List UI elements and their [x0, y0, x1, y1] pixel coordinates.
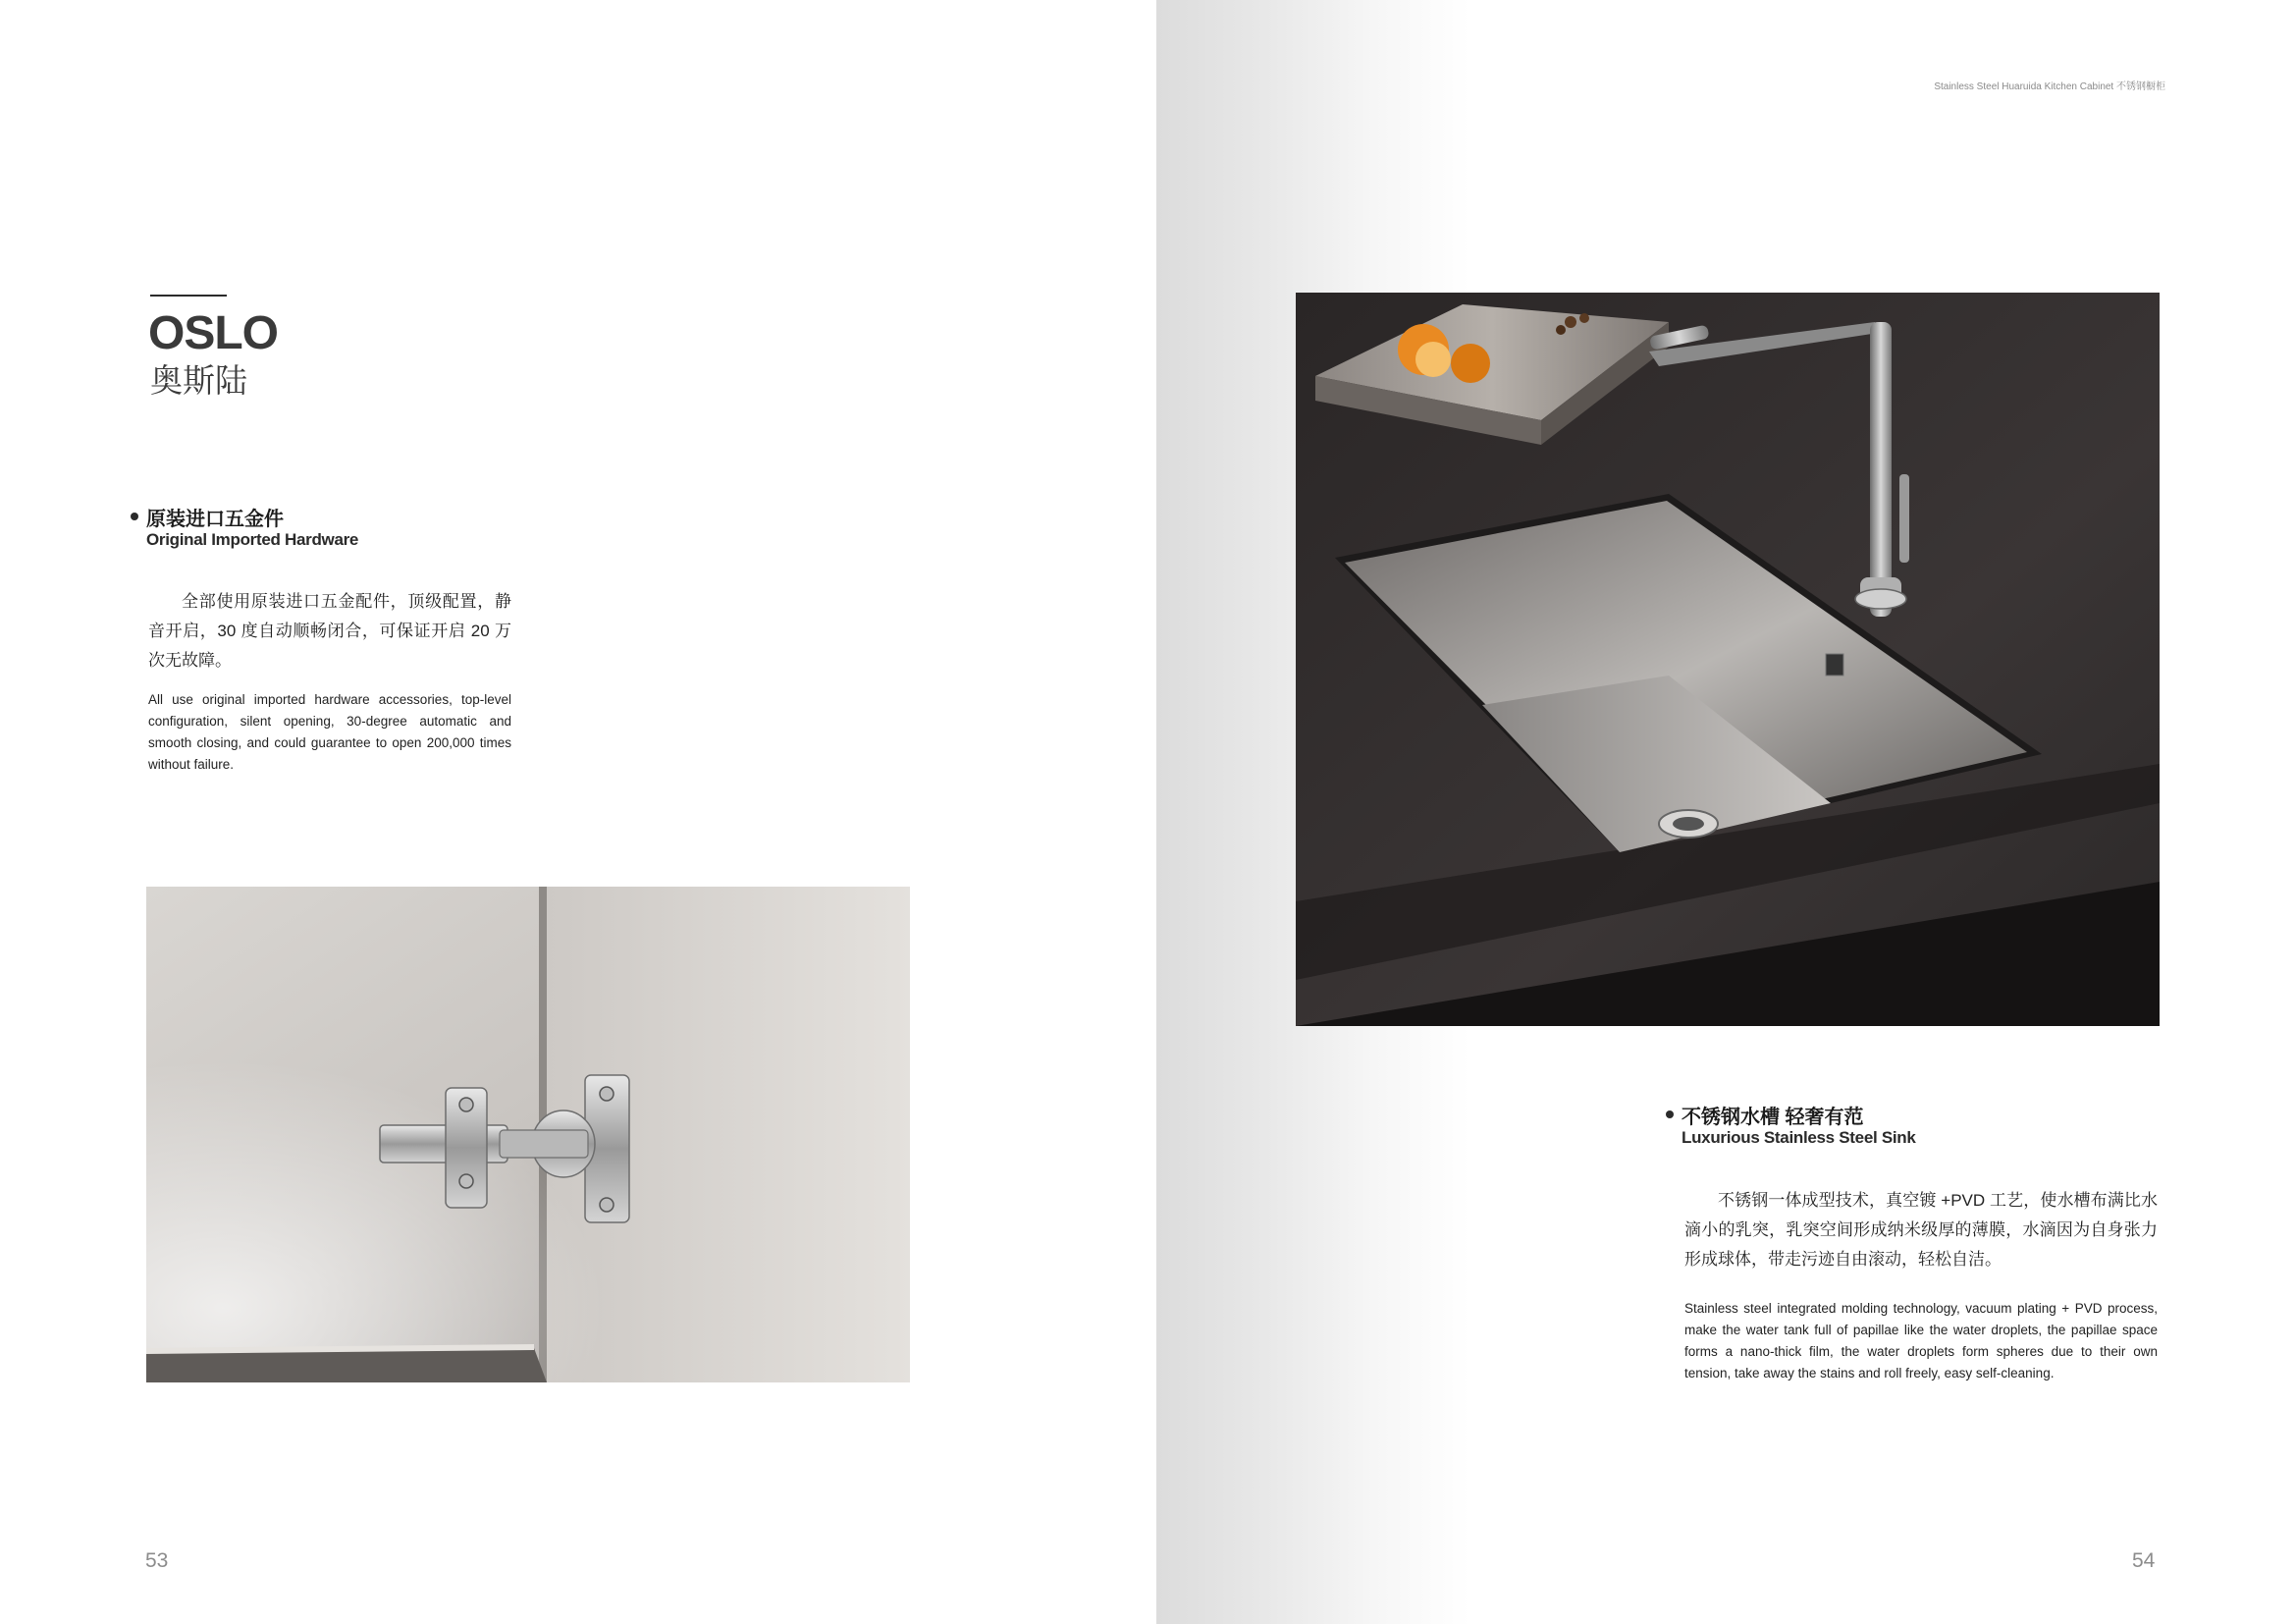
page-number-left: 53: [145, 1549, 169, 1572]
page-number-right: 54: [2132, 1549, 2156, 1572]
hardware-body-cn: 全部使用原装进口五金配件，顶级配置，静音开启，30 度自动顺畅闭合，可保证开启 20 万次无故障。: [148, 592, 511, 670]
bullet-dot: [1666, 1110, 1674, 1118]
hardware-heading-cn: 原装进口五金件: [146, 509, 284, 530]
product-title-en: OSLO: [148, 307, 279, 359]
hardware-body-en: All use original imported hardware accessories, top-level configuration, silent opening, 30-degree automatic and smooth closing, and could guarantee to open 200,000 times without failure.: [148, 692, 511, 772]
running-head: Stainless Steel Huaruida Kitchen Cabinet 不锈钢橱柜: [1934, 81, 2165, 92]
sink-body-cn: 不锈钢一体成型技术，真空镀 +PVD 工艺，使水槽布满比水滴小的乳突，乳突空间形成纳米级厚的薄膜，水滴因为自身张力形成球体，带走污迹自由滚动，轻松自洁。: [1684, 1191, 2158, 1269]
sink-photo: [1296, 293, 2160, 1026]
product-title-cn: 奥斯陆: [150, 362, 247, 399]
bullet-dot: [131, 513, 138, 520]
sink-body-en: Stainless steel integrated molding technology, vacuum plating + PVD process, make the water tank full of papillae like the water droplets, the papillae space forms a nano-thick film, the water droplets form spheres due to their own tension, take away the stains and roll freely, easy self-cleaning.: [1684, 1301, 2158, 1380]
hinge-photo: [146, 887, 910, 1382]
sink-heading-en: Luxurious Stainless Steel Sink: [1682, 1128, 1916, 1147]
sink-heading: [1666, 1101, 2157, 1160]
hardware-heading-en: Original Imported Hardware: [146, 530, 359, 549]
hardware-heading: [131, 503, 523, 562]
sink-heading-cn: 不锈钢水槽 轻奢有范: [1682, 1107, 1864, 1128]
title-rule: [150, 295, 227, 297]
